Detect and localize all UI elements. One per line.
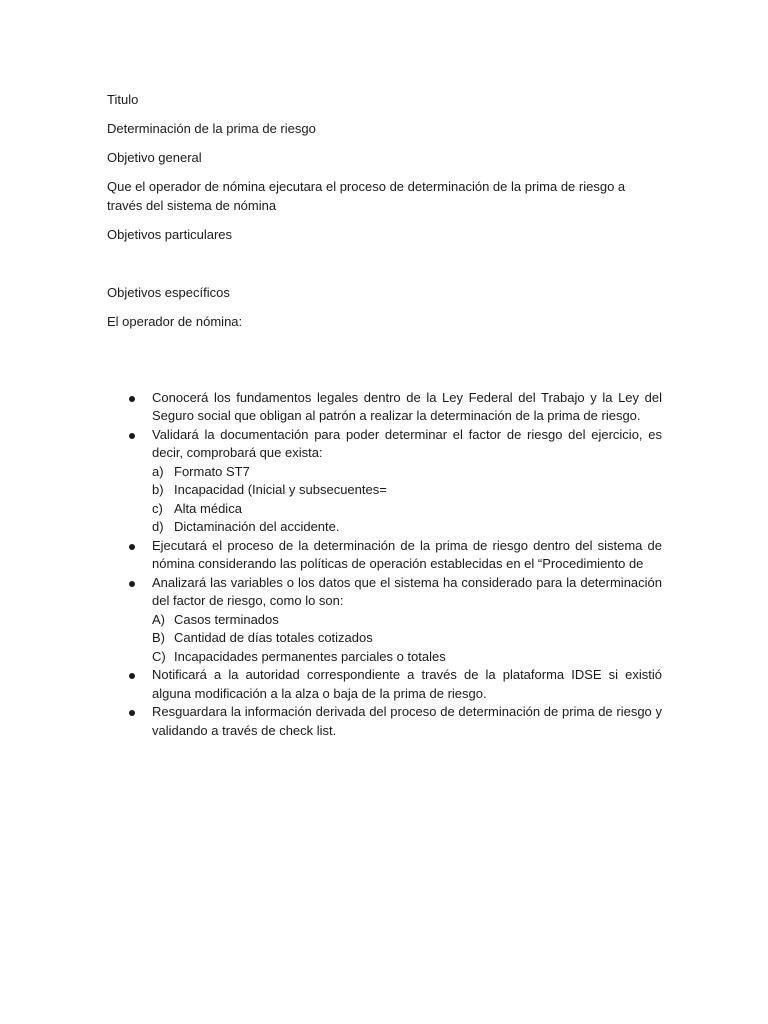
bullet-dot-icon <box>129 433 135 439</box>
sub-list-marker: d) <box>152 519 164 534</box>
bullet-text: Conocerá los fundamentos legales dentro de la Ley Federal del Trabajo y la Ley del Seguro social que obligan al patrón a realizar la determinación de la prima de riesgo. <box>152 389 662 423</box>
sub-list-item <box>152 500 662 519</box>
sub-list-text: Dictaminación del accidente. <box>174 519 340 534</box>
bullet-dot-icon <box>129 710 135 716</box>
spacer <box>107 342 662 389</box>
bullet-dot-icon <box>129 581 135 587</box>
sub-list-item <box>152 629 662 648</box>
sub-list-text: Casos terminados <box>174 611 279 627</box>
bullet-item <box>107 574 662 667</box>
bullet-item <box>107 666 662 703</box>
bullet-dot-icon <box>129 396 135 402</box>
sub-list-item <box>152 481 662 500</box>
sub-list-text: Incapacidad (Inicial y subsecuentes= <box>174 482 387 497</box>
operator-label: El operador de nómina: <box>107 313 243 329</box>
sub-list-marker: C) <box>152 648 166 664</box>
general-objective-heading: Objetivo general <box>107 150 202 165</box>
sub-list-text: Cantidad de días totales cotizados <box>174 630 373 645</box>
sub-list <box>152 611 662 667</box>
sub-list-marker: c) <box>152 500 163 516</box>
bullet-item <box>107 389 662 426</box>
sub-list-marker: b) <box>152 482 164 497</box>
sub-list-marker: a) <box>152 463 164 479</box>
sub-list-item <box>152 611 662 630</box>
bullet-text: Validará la documentación para poder determinar el factor de riesgo del ejercicio, es decir, comprobará que exista: <box>152 426 662 460</box>
sub-list <box>152 463 662 537</box>
sub-list-text: Formato ST7 <box>174 463 250 479</box>
document-body <box>107 91 662 740</box>
bullet-dot-icon <box>129 673 135 679</box>
sub-list-item <box>152 648 662 667</box>
specific-objectives-heading: Objetivos específicos <box>107 284 230 300</box>
bullet-dot-icon <box>129 544 135 550</box>
bullet-list <box>107 389 662 741</box>
bullet-item <box>107 703 662 740</box>
sub-list-item <box>152 463 662 482</box>
general-objective-text: Que el operador de nómina ejecutara el proceso de determinación de la prima de riesgo a través del sistema de nómina <box>107 179 626 213</box>
bullet-text: Resguardara la información derivada del proceso de determinación de prima de riesgo y validando a través de check list. <box>152 704 662 738</box>
bullet-item <box>107 537 662 574</box>
sub-list-item <box>152 518 662 537</box>
bullet-text: Ejecutará el proceso de la determinación de la prima de riesgo dentro del sistema de nómina considerando las políticas de operación establecidas en el “Procedimiento de <box>152 537 662 571</box>
bullet-text: Analizará las variables o los datos que el sistema ha considerado para la determinación del factor de riesgo, como lo son: <box>152 574 662 608</box>
bullet-text: Notificará a la autoridad correspondiente a través de la plataforma IDSE si existió alguna modificación a la alza o baja de la prima de riesgo. <box>152 667 662 701</box>
sub-list-text: Incapacidades permanentes parciales o totales <box>174 648 446 664</box>
document-title: Determinación de la prima de riesgo <box>107 121 316 136</box>
title-label: Titulo <box>107 92 139 107</box>
bullet-item <box>107 426 662 537</box>
sub-list-marker: A) <box>152 611 165 627</box>
sub-list-text: Alta médica <box>174 500 242 516</box>
spacer <box>107 255 662 284</box>
sub-list-marker: B) <box>152 630 165 645</box>
particular-objectives-heading: Objetivos particulares <box>107 226 232 242</box>
